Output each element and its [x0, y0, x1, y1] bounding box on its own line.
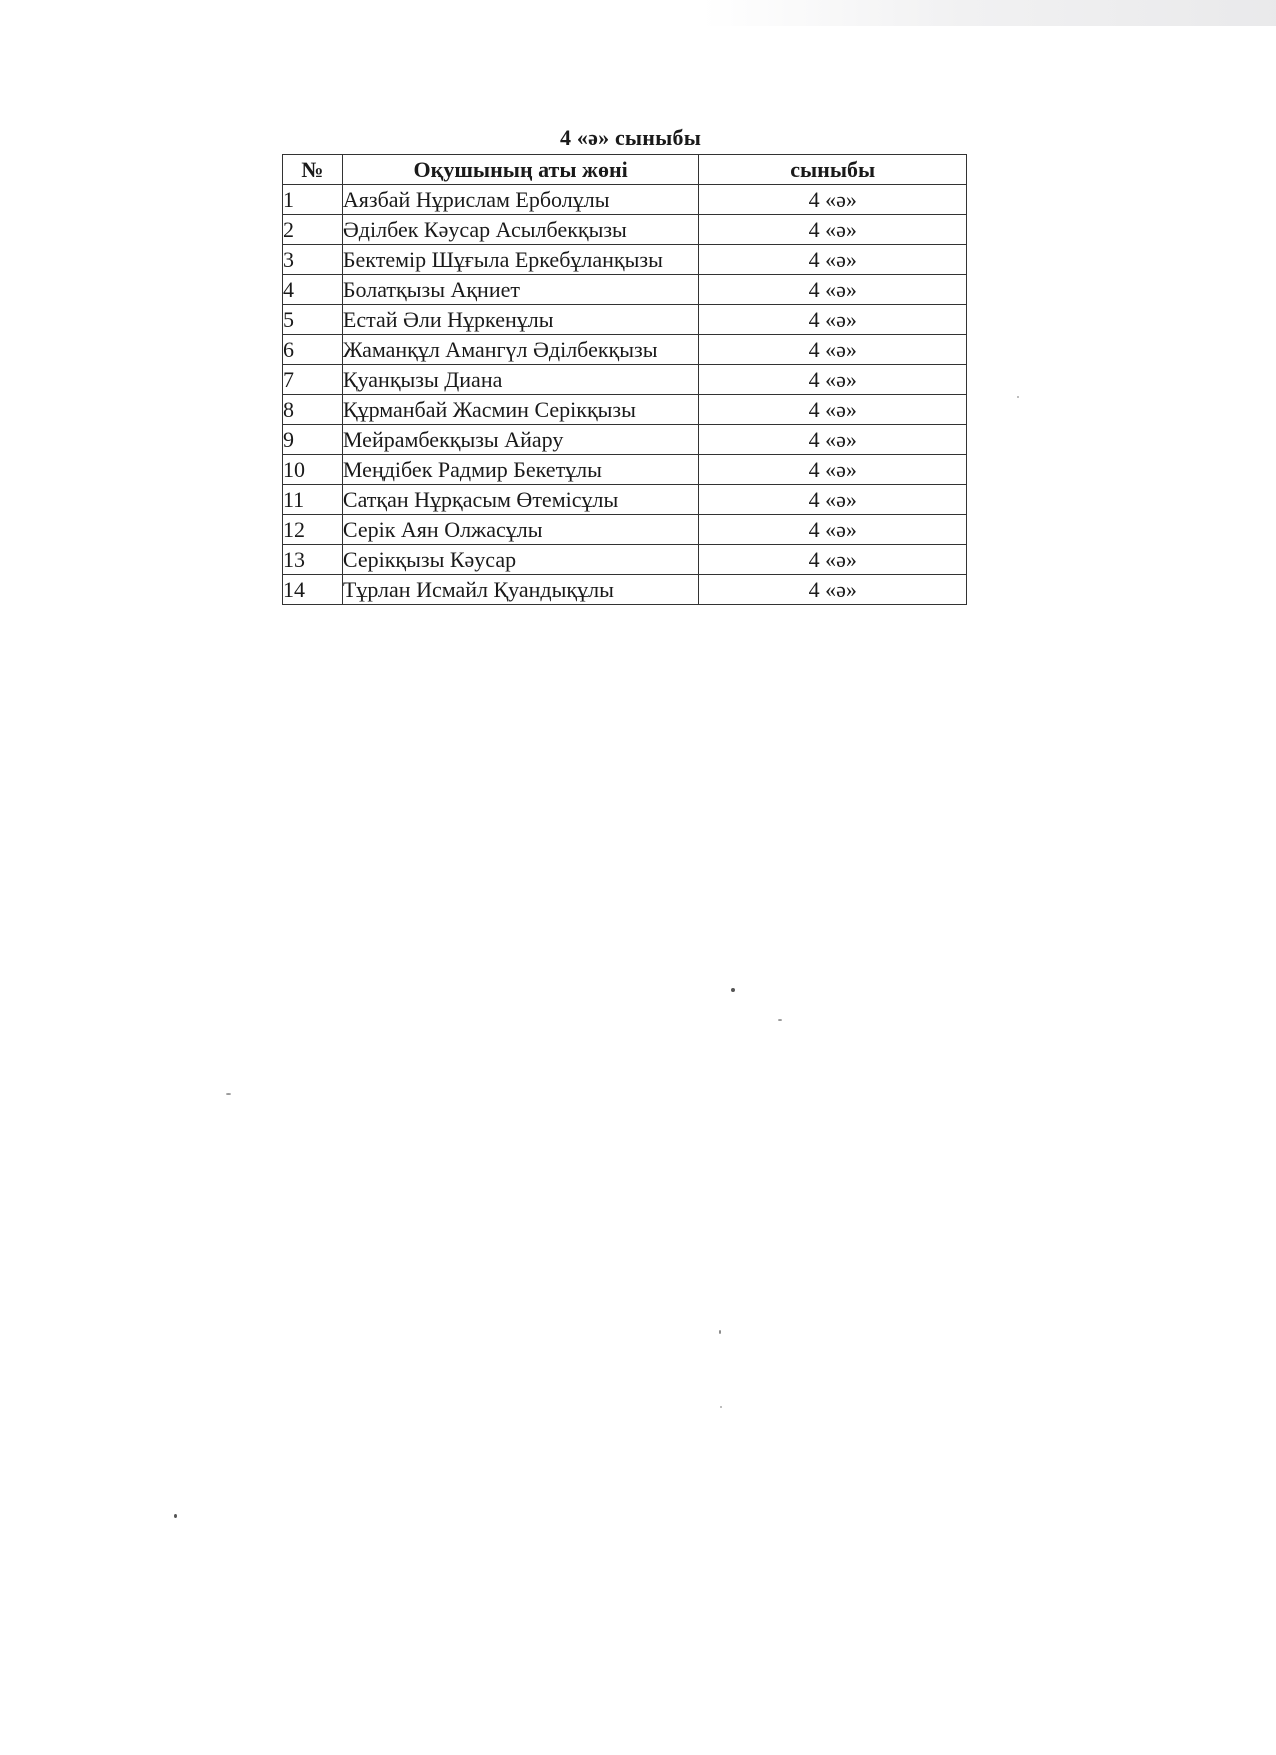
- table-row: [283, 425, 967, 455]
- scan-speck: [720, 1406, 722, 1408]
- header-name: Оқушының аты жөні: [342, 155, 699, 185]
- student-name: Бектемір Шұғыла Еркебұланқызы: [342, 245, 699, 275]
- student-class: 4 «ә»: [699, 545, 967, 575]
- table-row: [283, 335, 967, 365]
- student-name: Болатқызы Ақниет: [342, 275, 699, 305]
- student-name: Тұрлан Исмайл Қуандықұлы: [342, 575, 699, 605]
- scan-speck: [731, 988, 735, 992]
- student-name: Әділбек Кәусар Асылбекқызы: [342, 215, 699, 245]
- student-class: 4 «ә»: [699, 215, 967, 245]
- student-name: Құрманбай Жасмин Серікқызы: [342, 395, 699, 425]
- student-name: Серік Аян Олжасұлы: [342, 515, 699, 545]
- header-class: сыныбы: [699, 155, 967, 185]
- row-number: 6: [283, 335, 343, 365]
- row-number: 1: [283, 185, 343, 215]
- row-number: 2: [283, 215, 343, 245]
- table-row: [283, 275, 967, 305]
- student-name: Аязбай Нұрислам Ерболұлы: [342, 185, 699, 215]
- student-name: Сатқан Нұрқасым Өтемісұлы: [342, 485, 699, 515]
- table-row: [283, 185, 967, 215]
- student-class: 4 «ә»: [699, 365, 967, 395]
- student-class: 4 «ә»: [699, 575, 967, 605]
- table-row: [283, 365, 967, 395]
- student-class: 4 «ә»: [699, 515, 967, 545]
- row-number: 9: [283, 425, 343, 455]
- student-class: 4 «ә»: [699, 275, 967, 305]
- row-number: 14: [283, 575, 343, 605]
- student-class: 4 «ә»: [699, 185, 967, 215]
- page-title: 4 «ә» сыныбы: [560, 125, 702, 150]
- student-table: [282, 154, 967, 605]
- row-number: 8: [283, 395, 343, 425]
- table-row: [283, 545, 967, 575]
- header-number: №: [283, 155, 343, 185]
- student-class: 4 «ә»: [699, 305, 967, 335]
- scan-speck: [778, 1019, 782, 1021]
- row-number: 13: [283, 545, 343, 575]
- row-number: 5: [283, 305, 343, 335]
- row-number: 3: [283, 245, 343, 275]
- table-row: [283, 395, 967, 425]
- student-class: 4 «ә»: [699, 395, 967, 425]
- student-class: 4 «ә»: [699, 245, 967, 275]
- table-row: [283, 515, 967, 545]
- student-name: Серікқызы Кәусар: [342, 545, 699, 575]
- row-number: 4: [283, 275, 343, 305]
- student-name: Жаманқұл Амангүл Әділбекқызы: [342, 335, 699, 365]
- scan-shadow-edge: [0, 0, 1276, 26]
- scan-speck: [226, 1093, 231, 1095]
- table-row: [283, 485, 967, 515]
- student-name: Меңдібек Радмир Бекетұлы: [342, 455, 699, 485]
- student-class: 4 «ә»: [699, 455, 967, 485]
- student-class: 4 «ә»: [699, 485, 967, 515]
- table-row: [283, 575, 967, 605]
- scan-speck: [1017, 396, 1019, 398]
- table-row: [283, 245, 967, 275]
- scan-speck: [174, 1514, 177, 1518]
- table-row: [283, 305, 967, 335]
- row-number: 12: [283, 515, 343, 545]
- row-number: 7: [283, 365, 343, 395]
- student-name: Мейрамбекқызы Айару: [342, 425, 699, 455]
- student-class: 4 «ә»: [699, 335, 967, 365]
- student-class: 4 «ә»: [699, 425, 967, 455]
- table-header-row: [283, 155, 967, 185]
- table-row: [283, 455, 967, 485]
- row-number: 11: [283, 485, 343, 515]
- scan-speck: [719, 1330, 721, 1334]
- table-row: [283, 215, 967, 245]
- row-number: 10: [283, 455, 343, 485]
- student-name: Естай Әли Нұркенұлы: [342, 305, 699, 335]
- student-name: Қуанқызы Диана: [342, 365, 699, 395]
